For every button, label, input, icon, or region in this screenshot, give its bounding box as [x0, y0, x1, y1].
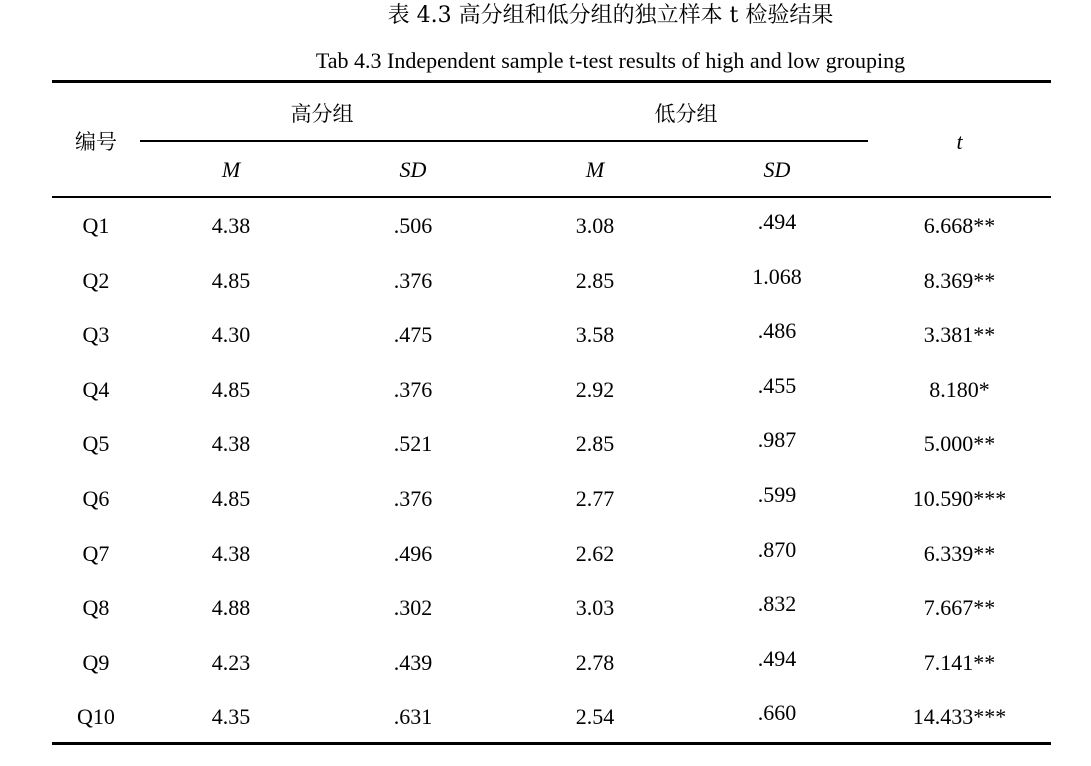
- high-sd-cell: .506: [393, 213, 433, 238]
- high-sd-cell: .475: [393, 322, 433, 348]
- bottom-rule: [52, 742, 1051, 745]
- group-subheader-rule: [140, 140, 868, 142]
- row-id-cell: Q10: [77, 704, 115, 730]
- t-value-cell: 7.667**: [923, 595, 996, 621]
- high-sd-cell: .302: [393, 595, 433, 621]
- table-row: [0, 254, 1091, 308]
- high-sd-cell: .496: [393, 540, 433, 566]
- t-value-cell: 6.668**: [923, 213, 996, 238]
- t-value-cell: 8.180*: [929, 376, 990, 402]
- t-value-cell: 10.590***: [912, 486, 1007, 511]
- high-sd-cell: .631: [393, 704, 433, 730]
- row-id-cell: Q5: [82, 431, 110, 457]
- low-sd-cell: .870: [757, 536, 797, 562]
- t-column-header: t: [956, 129, 963, 154]
- high-mean-cell: 4.30: [211, 322, 251, 348]
- high-sd-cell: .521: [393, 431, 433, 457]
- high-sd-header: SD: [399, 157, 427, 182]
- t-value-cell: 5.000**: [923, 431, 996, 457]
- low-mean-cell: 3.58: [575, 322, 615, 348]
- table-row: [0, 636, 1091, 690]
- low-sd-cell: .987: [757, 427, 797, 453]
- t-value-cell: 6.339**: [923, 540, 996, 566]
- high-sd-cell: .376: [393, 486, 433, 511]
- t-value-cell: 8.369**: [923, 267, 996, 293]
- high-mean-cell: 4.38: [211, 213, 251, 238]
- low-sd-cell: 1.068: [752, 263, 802, 289]
- high-mean-cell: 4.23: [211, 649, 251, 675]
- low-mean-cell: 2.54: [575, 704, 615, 730]
- row-id-cell: Q4: [82, 376, 110, 402]
- low-mean-cell: 2.78: [575, 649, 615, 675]
- low-mean-header: M: [585, 157, 605, 182]
- low-mean-cell: 2.92: [575, 376, 615, 402]
- header-rule: [52, 196, 1051, 198]
- row-id-cell: Q6: [82, 486, 110, 511]
- high-sd-cell: .376: [393, 376, 433, 402]
- table-caption-chinese: 表 4.3 高分组和低分组的独立样本 t 检验结果: [387, 3, 834, 28]
- table-row: [0, 308, 1091, 362]
- table-row: [0, 363, 1091, 417]
- t-value-cell: 3.381**: [923, 322, 996, 348]
- table-row: [0, 690, 1091, 744]
- low-sd-cell: .599: [757, 482, 797, 507]
- low-mean-cell: 2.77: [575, 486, 615, 511]
- top-rule: [52, 80, 1051, 83]
- high-mean-cell: 4.38: [211, 540, 251, 566]
- high-mean-cell: 4.85: [211, 486, 251, 511]
- high-mean-cell: 4.88: [211, 595, 251, 621]
- low-sd-cell: .486: [757, 318, 797, 344]
- low-mean-cell: 3.08: [575, 213, 615, 238]
- high-mean-cell: 4.85: [211, 376, 251, 402]
- row-id-cell: Q2: [82, 267, 110, 293]
- low-mean-cell: 2.62: [575, 540, 615, 566]
- row-id-cell: Q9: [82, 649, 110, 675]
- high-mean-header: M: [221, 157, 241, 182]
- table-row: [0, 472, 1091, 526]
- row-id-cell: Q1: [82, 213, 110, 238]
- high-mean-cell: 4.85: [211, 267, 251, 293]
- low-group-header: 低分组: [654, 102, 718, 126]
- table-row: [0, 199, 1091, 253]
- table-row: [0, 417, 1091, 471]
- row-id-cell: Q3: [82, 322, 110, 348]
- low-sd-cell: .660: [757, 700, 797, 726]
- row-id-cell: Q8: [82, 595, 110, 621]
- low-sd-header: SD: [763, 157, 791, 182]
- id-column-header: 编号: [75, 130, 117, 154]
- low-sd-cell: .455: [757, 372, 797, 398]
- high-sd-cell: .439: [393, 649, 433, 675]
- low-sd-cell: .494: [757, 645, 797, 671]
- high-mean-cell: 4.35: [211, 704, 251, 730]
- table-row: [0, 527, 1091, 581]
- row-id-cell: Q7: [82, 540, 110, 566]
- high-mean-cell: 4.38: [211, 431, 251, 457]
- t-value-cell: 7.141**: [923, 649, 996, 675]
- low-mean-cell: 2.85: [575, 431, 615, 457]
- low-sd-cell: .832: [757, 591, 797, 617]
- table-caption-english: Tab 4.3 Independent sample t-test results of high and low grouping: [315, 48, 906, 73]
- low-mean-cell: 3.03: [575, 595, 615, 621]
- low-sd-cell: .494: [757, 209, 797, 234]
- low-mean-cell: 2.85: [575, 267, 615, 293]
- high-sd-cell: .376: [393, 267, 433, 293]
- t-value-cell: 14.433***: [912, 704, 1007, 730]
- table-row: [0, 581, 1091, 635]
- high-group-header: 高分组: [290, 102, 354, 126]
